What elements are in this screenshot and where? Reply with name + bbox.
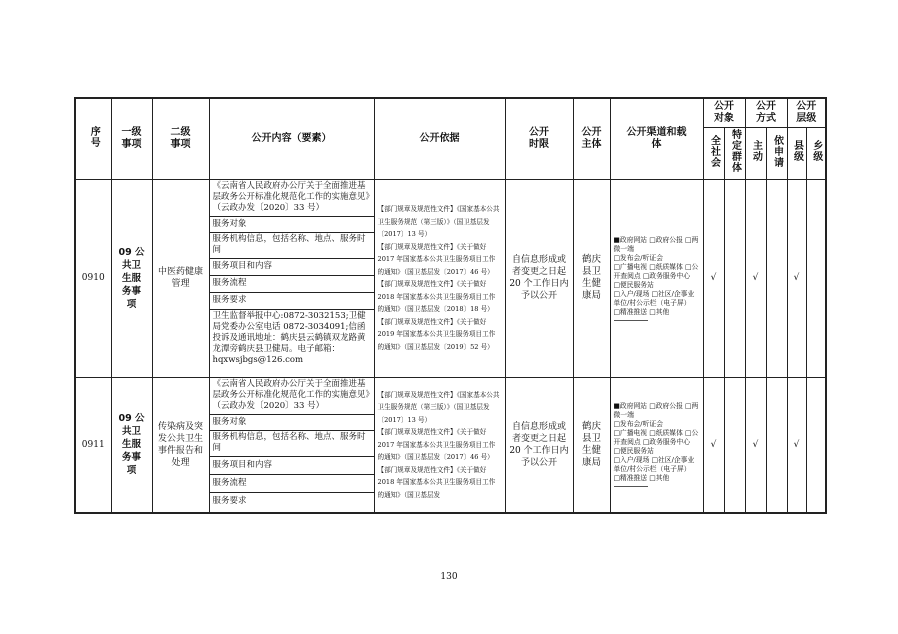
basis-item: 【部门规章及规范性文件】《关于做好 2018 年国家基本公共卫生服务项目工作的通知》（国卫基层发 <box>377 465 496 499</box>
row-seq: 0911 <box>75 377 111 513</box>
channel-option: ■政府网站 □政府公报 □两微一端 <box>613 402 699 420</box>
mark-target-specific <box>724 179 745 377</box>
page-number: 130 <box>440 572 458 582</box>
channel-option: □便民服务站 <box>613 280 654 289</box>
row-level2: 传染病及突发公共卫生事件报告和处理 <box>152 377 209 513</box>
row-level2: 中医药健康管理 <box>152 179 209 377</box>
row-contents <box>209 377 374 513</box>
mark-target-all: √ <box>703 179 724 377</box>
content-item: 服务机构信息，包括名称、地点、服务时间 <box>210 430 374 456</box>
row-time-limit: 自信息形成或者变更之日起 20 个工作日内予以公开 <box>505 377 573 513</box>
header-target-specific: 特定群体 <box>724 127 745 179</box>
header-tier: 公开层级 <box>787 98 826 127</box>
content-item: 服务对象 <box>210 414 374 430</box>
mark-tier-county: √ <box>787 179 806 377</box>
content-item: 服务要求 <box>212 495 247 506</box>
header-time-limit: 公开时限 <box>505 98 573 179</box>
mark-tier-township <box>806 377 826 513</box>
row-seq: 0910 <box>75 179 111 377</box>
row-subject: 鹤庆县卫生健康局 <box>573 377 610 513</box>
channel-option: □精准推送 □其他 <box>613 474 670 483</box>
row-time-limit: 自信息形成或者变更之日起 20 个工作日内予以公开 <box>505 179 573 377</box>
content-item: 服务流程 <box>210 275 374 292</box>
channel-option: □广播电视 □纸质媒体 □公开查阅点 □政务服务中心 <box>613 429 699 447</box>
header-target: 公开对象 <box>703 98 745 127</box>
header-method-apply: 依申请 <box>766 127 787 179</box>
content-item: 卫生监督举报中心:0872-3032153;卫健局党委办公室电话 0872-3034091;信函投诉及通讯地址：鹤庆县云鹤镇双龙路黄龙潭旁鹤庆县卫健局。电子邮箱：hqxwsjbgs@126.com <box>212 311 366 365</box>
header-channel: 公开渠道和载体 <box>610 98 703 179</box>
header-method: 公开方式 <box>745 98 787 127</box>
basis-item: 【部门规章及规范性文件】《国家基本公共卫生服务规范（第三版）》（国卫基层发〔2017〕13 号） <box>377 205 500 238</box>
basis-item: 【部门规章及规范性文件】《关于做好 2019 年国家基本公共卫生服务项目工作的通知》（国卫基层发〔2019〕52 号） <box>377 317 496 351</box>
content-item: 服务机构信息，包括名称、地点、服务时间 <box>210 232 374 258</box>
header-basis: 公开依据 <box>374 98 505 179</box>
header-seq: 序号 <box>75 98 111 179</box>
content-item: 服务项目和内容 <box>210 456 374 474</box>
channel-option: □入户/现场 □社区/企事业单位/村公示栏（电子屏） <box>613 456 695 474</box>
mark-method-apply <box>766 179 787 377</box>
mark-target-specific <box>724 377 745 513</box>
header-target-all: 全社会 <box>703 127 724 179</box>
mark-method-apply <box>766 377 787 513</box>
mark-method-active: √ <box>745 377 766 513</box>
channel-option: □发布会/听证会 <box>613 420 663 429</box>
row-basis <box>374 377 505 513</box>
signature-line <box>614 318 648 321</box>
row-basis <box>374 179 505 377</box>
header-tier-county: 县级 <box>787 127 806 179</box>
header-level1: 一级事项 <box>111 98 152 179</box>
basis-item: 【部门规章及规范性文件】《关于做好 2017 年国家基本公共卫生服务项目工作的通知》（国卫基层发〔2017〕46 号） <box>377 428 496 461</box>
row-contents <box>209 179 374 377</box>
table-row <box>75 179 826 377</box>
channel-option: □精准推送 □其他 <box>613 307 670 316</box>
mark-target-all: √ <box>703 377 724 513</box>
row-channel <box>610 377 703 513</box>
channel-option: □便民服务站 <box>613 447 654 456</box>
header-content: 公开内容（要素） <box>209 98 374 179</box>
disclosure-table <box>74 97 827 514</box>
channel-option: ■政府网站 □政府公报 □两微一端 <box>613 235 699 253</box>
content-item: 服务对象 <box>210 216 374 232</box>
row-subject: 鹤庆县卫生健康局 <box>573 179 610 377</box>
content-item: 服务要求 <box>210 292 374 309</box>
mark-tier-township <box>806 179 826 377</box>
basis-item: 【部门规章及规范性文件】《关于做好 2017 年国家基本公共卫生服务项目工作的通知》（国卫基层发〔2017〕46 号） <box>377 242 496 276</box>
header-method-active: 主动 <box>745 127 766 179</box>
content-item: 《云南省人民政府办公厅关于全面推进基层政务公开标准化规范化工作的实施意见》（云政办发〔2020〕33 号） <box>210 180 374 217</box>
content-item: 《云南省人民政府办公厅关于全面推进基层政务公开标准化规范化工作的实施意见》（云政办发〔2020〕33 号） <box>210 378 374 415</box>
mark-method-active: √ <box>745 179 766 377</box>
signature-line <box>614 484 648 487</box>
mark-tier-county: √ <box>787 377 806 513</box>
basis-item: 【部门规章及规范性文件】《关于做好 2018 年国家基本公共卫生服务项目工作的通知》（国卫基层发〔2018〕18 号） <box>377 280 496 313</box>
row-level1: 09 公共卫生服务事项 <box>111 377 152 513</box>
row-channel <box>610 179 703 377</box>
row-level1: 09 公共卫生服务事项 <box>111 179 152 377</box>
header-subject: 公开主体 <box>573 98 610 179</box>
basis-item: 【部门规章及规范性文件】《国家基本公共卫生服务规范（第三版）》（国卫基层发〔2017〕13 号） <box>377 390 500 424</box>
content-item: 服务项目和内容 <box>210 258 374 275</box>
header-tier-township: 乡级 <box>806 127 826 179</box>
channel-option: □入户/现场 □社区/企事业单位/村公示栏（电子屏） <box>613 289 695 307</box>
content-item: 服务流程 <box>210 474 374 492</box>
header-level2: 二级事项 <box>152 98 209 179</box>
channel-option: □广播电视 □纸质媒体 □公开查阅点 □政务服务中心 <box>613 262 699 280</box>
table-row <box>75 377 826 513</box>
channel-option: □发布会/听证会 <box>613 253 663 262</box>
